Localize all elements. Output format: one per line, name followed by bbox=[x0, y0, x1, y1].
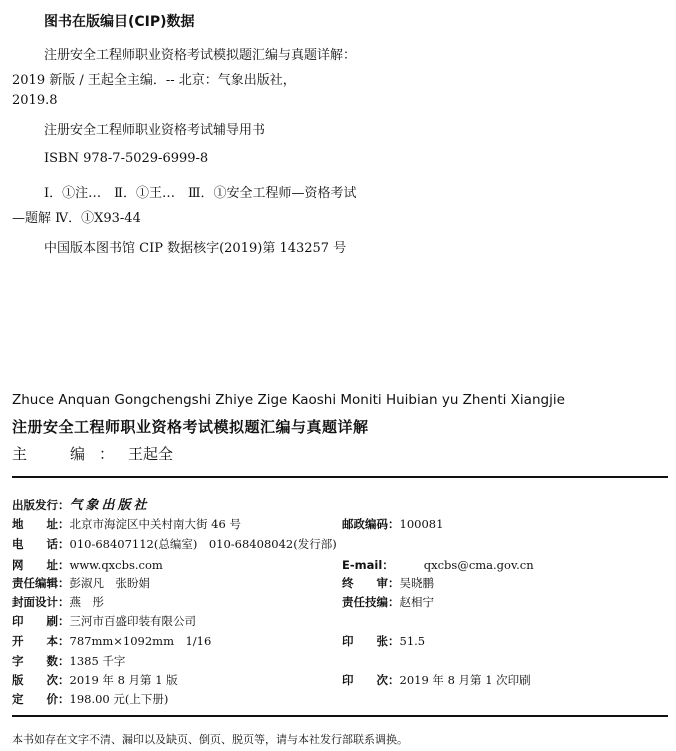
book-title-pinyin: Zhuce Anquan Gongchengshi Zhiye Zige Kaoshi Moniti Huibian yu Zhenti Xiangjie bbox=[12, 392, 565, 408]
phone-label: 电 话： bbox=[12, 537, 70, 551]
top-divider bbox=[12, 476, 668, 478]
cover-design-value: 燕 彤 bbox=[69, 595, 104, 609]
final-review-value: 吴晓鹏 bbox=[399, 576, 434, 590]
sheets-label: 印 张： bbox=[342, 634, 400, 648]
cover-design-label: 封面设计： bbox=[12, 595, 70, 609]
website-value: www.qxcbs.com bbox=[69, 558, 163, 572]
printer-label: 印 刷： bbox=[12, 614, 70, 628]
sheets-value: 51.5 bbox=[399, 634, 426, 648]
publisher-row bbox=[12, 494, 150, 513]
cip-isbn: ISBN 978-7-5029-6999-8 bbox=[44, 151, 209, 166]
postcode-label: 邮政编码： bbox=[342, 517, 400, 531]
email-label: E-mail： bbox=[342, 558, 394, 572]
editor-in-charge-row bbox=[12, 575, 668, 591]
tech-editor-value: 赵相宁 bbox=[399, 595, 434, 609]
publisher-logo: 气象出版社 bbox=[69, 498, 150, 513]
cip-classification-2: —题解 Ⅳ．①X93-44 bbox=[12, 211, 141, 226]
address-label: 地 址： bbox=[12, 517, 70, 531]
printer-row bbox=[12, 613, 196, 629]
email-value: qxcbs@cma.gov.cn bbox=[423, 558, 534, 572]
cover-design-row bbox=[12, 594, 668, 610]
edition-value: 2019 年 8 月第 1 版 bbox=[69, 673, 178, 687]
format-value: 787mm×1092mm 1/16 bbox=[69, 634, 212, 648]
postcode-value: 100081 bbox=[399, 517, 444, 531]
replacement-notice: 本书如存在文字不清、漏印以及缺页、倒页、脱页等，请与本社发行部联系调换。 bbox=[12, 733, 408, 746]
editor-in-charge-value: 彭淑凡 张盼娟 bbox=[69, 576, 150, 590]
format-row bbox=[12, 633, 668, 649]
website-label: 网 址： bbox=[12, 558, 70, 572]
edition-label: 版 次： bbox=[12, 673, 70, 687]
price-value: 198.00 元(上下册) bbox=[69, 692, 169, 706]
cip-edition-line: 2019 新版 / 王起全主编．-- 北京：气象出版社， bbox=[12, 73, 296, 88]
editor-in-charge-label: 责任编辑： bbox=[12, 576, 70, 590]
printing-label: 印 次： bbox=[342, 673, 400, 687]
chief-editor bbox=[12, 443, 173, 464]
cip-series-line: 注册安全工程师职业资格考试辅导用书 bbox=[44, 123, 266, 138]
price-label: 定 价： bbox=[12, 692, 70, 706]
word-count-row bbox=[12, 653, 125, 669]
phone-row bbox=[12, 536, 337, 552]
word-count-value: 1385 千字 bbox=[69, 654, 126, 668]
printing-value: 2019 年 8 月第 1 次印刷 bbox=[399, 673, 531, 687]
phone-value: 010-68407112(总编室) 010-68408042(发行部) bbox=[69, 537, 337, 551]
cip-date-line: 2019.8 bbox=[12, 93, 58, 108]
final-review-label: 终 审： bbox=[342, 576, 400, 590]
tech-editor-label: 责任技编： bbox=[342, 595, 400, 609]
chief-editor-label: 主 编： bbox=[12, 445, 129, 463]
word-count-label: 字 数： bbox=[12, 654, 70, 668]
book-title: 注册安全工程师职业资格考试模拟题汇编与真题详解 bbox=[12, 418, 369, 436]
price-row bbox=[12, 691, 168, 707]
address-value: 北京市海淀区中关村南大街 46 号 bbox=[69, 517, 241, 531]
bottom-divider bbox=[12, 715, 668, 717]
cip-classification-1: Ⅰ．①注… Ⅱ．①王… Ⅲ．①安全工程师—资格考试 bbox=[44, 186, 357, 201]
cip-data-number: 中国版本图书馆 CIP 数据核字(2019)第 143257 号 bbox=[44, 241, 347, 256]
cip-heading: 图书在版编目(CIP)数据 bbox=[44, 14, 195, 30]
publisher-label: 出版发行： bbox=[12, 498, 70, 512]
website-row bbox=[12, 557, 668, 573]
cip-title-line: 注册安全工程师职业资格考试模拟题汇编与真题详解： bbox=[44, 48, 357, 63]
printer-value: 三河市百盛印装有限公司 bbox=[69, 614, 196, 628]
chief-editor-name: 王起全 bbox=[128, 445, 174, 463]
address-row bbox=[12, 516, 668, 532]
edition-row bbox=[12, 672, 668, 688]
format-label: 开 本： bbox=[12, 634, 70, 648]
